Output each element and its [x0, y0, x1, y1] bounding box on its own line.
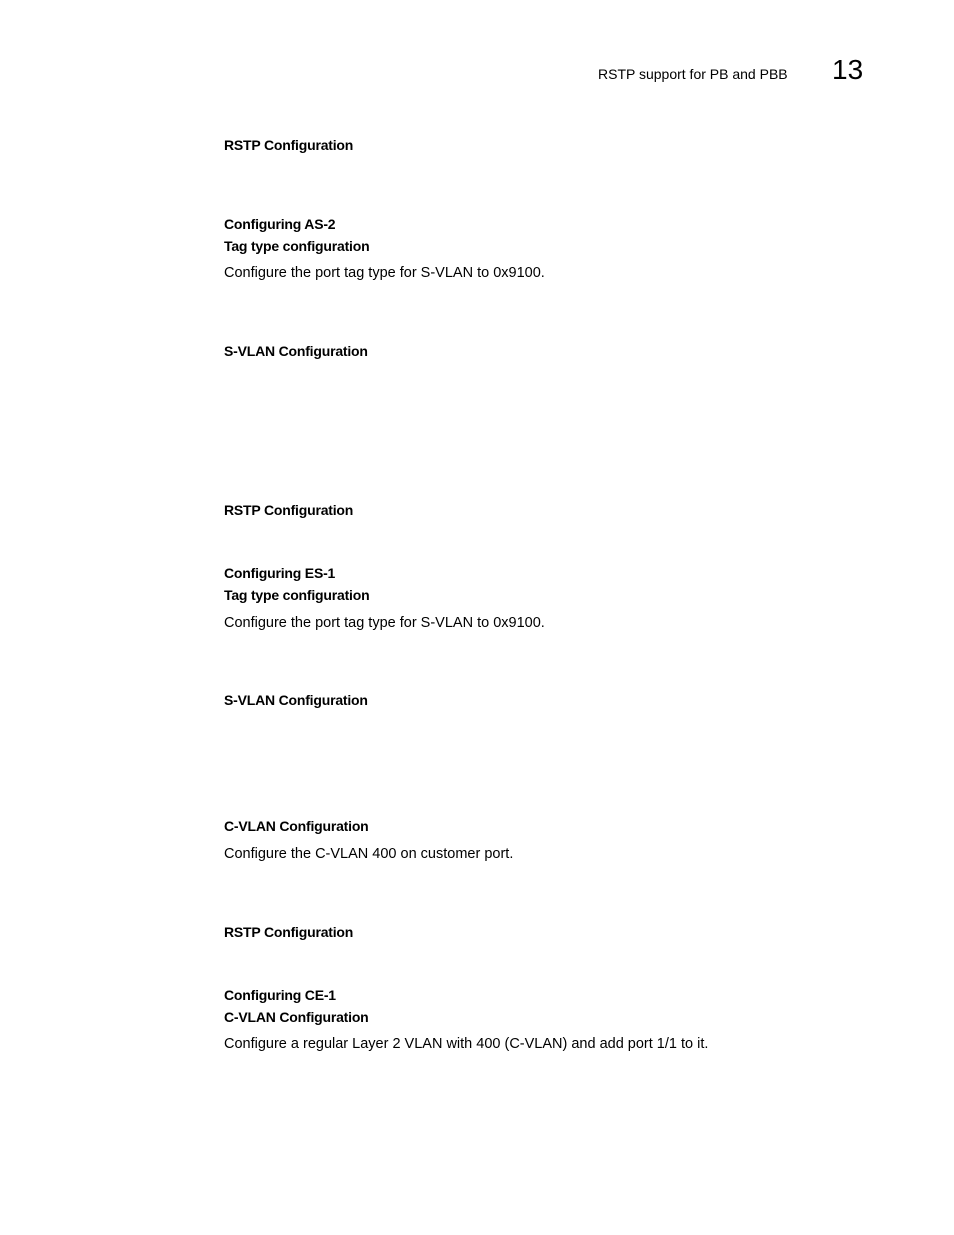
section-heading-s-vlan-configuration: S-VLAN Configuration [224, 343, 368, 359]
paragraph-tag-type: Configure the port tag type for S-VLAN to 0x9100. [224, 265, 545, 281]
subheading-tag-type-configuration: Tag type configuration [224, 238, 370, 254]
section-heading-rstp-configuration: RSTP Configuration [224, 137, 354, 153]
paragraph-c-vlan: Configure the C-VLAN 400 on customer port. [224, 846, 514, 862]
section-heading-configuring-as-2: Configuring AS-2 [224, 216, 336, 232]
subheading-tag-type-configuration: Tag type configuration [224, 587, 370, 603]
section-heading-configuring-es-1: Configuring ES-1 [224, 565, 336, 581]
section-heading-rstp-configuration: RSTP Configuration [224, 924, 354, 940]
subheading-c-vlan-configuration: C-VLAN Configuration [224, 1009, 369, 1025]
chapter-number: 13 [832, 54, 864, 85]
paragraph-layer2-vlan: Configure a regular Layer 2 VLAN with 400 (C-VLAN) and add port 1/1 to it. [224, 1036, 709, 1052]
paragraph-tag-type: Configure the port tag type for S-VLAN to 0x9100. [224, 615, 545, 631]
section-heading-c-vlan-configuration: C-VLAN Configuration [224, 818, 369, 834]
section-heading-configuring-ce-1: Configuring CE-1 [224, 987, 336, 1003]
section-heading-rstp-configuration: RSTP Configuration [224, 502, 354, 518]
running-header-title: RSTP support for PB and PBB [598, 66, 788, 82]
section-heading-s-vlan-configuration: S-VLAN Configuration [224, 692, 368, 708]
